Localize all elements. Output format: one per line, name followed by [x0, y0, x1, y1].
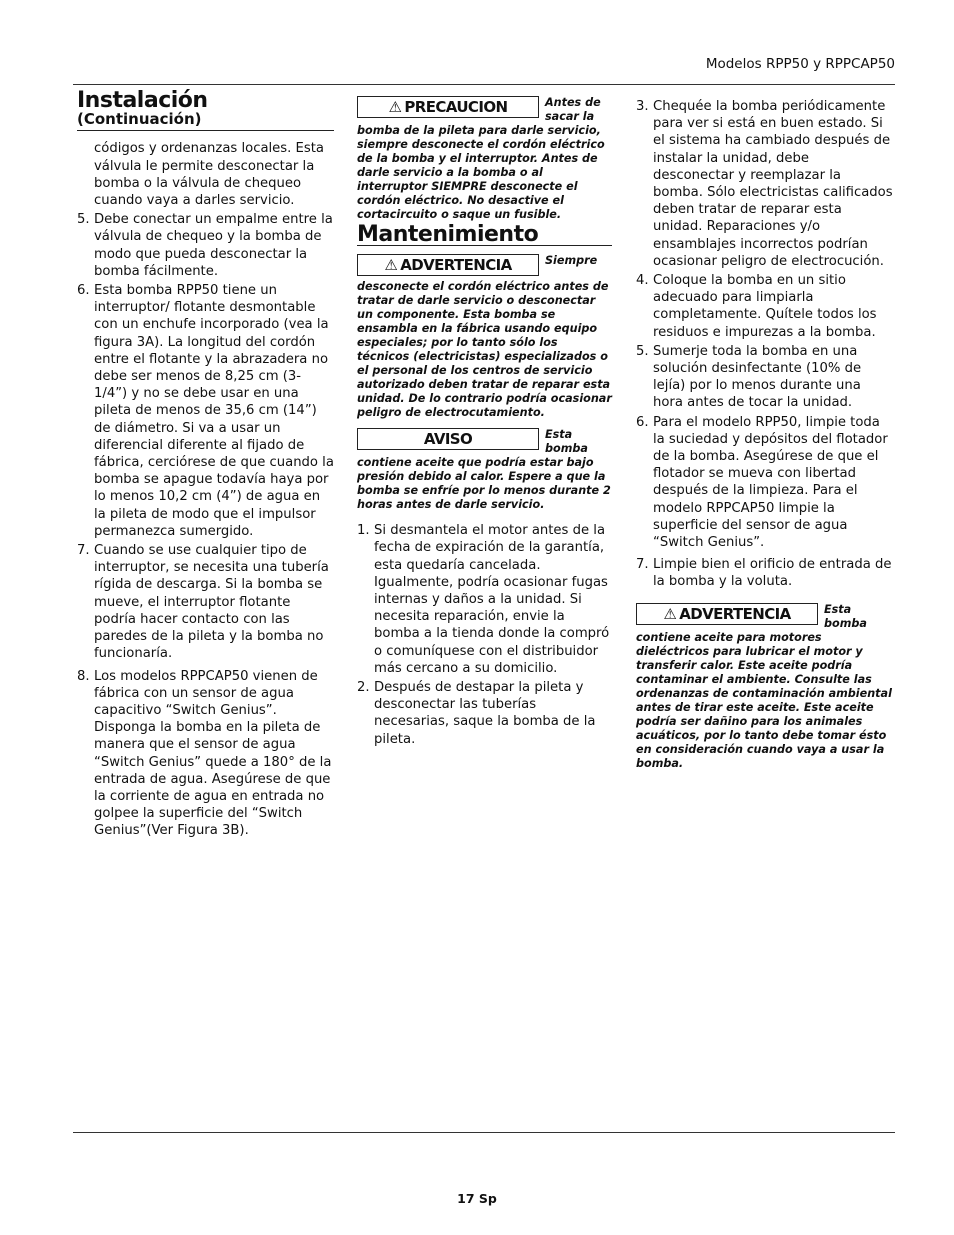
- list-item: 5. Debe conectar un empalme entre la válvula de chequeo y la bomba de modo que pueda desconectar la bomba fácilmente.: [77, 212, 333, 279]
- list-item: 5. Sumerje toda la bomba en una solución desinfectante (10% de lejía) por lo menos durante una hora antes de tocar la unidad.: [636, 343, 862, 411]
- list-item: 8. Los modelos RPPCAP50 vienen de fábrica con un sensor de agua capacitivo “Switch Genius”. Disponga la bomba en la pileta de manera que el sensor de agua “Switch Genius” quede a 180° de la entrada de agua. Asegúrese de que la corriente de agua en entrada no golpee la superficie del “Switch Genius”(Ver Figura 3B).: [77, 668, 332, 839]
- footer-rule: [73, 1132, 895, 1133]
- maintenance-steps-cont: [636, 98, 894, 591]
- list-item: 2. Después de destapar la pileta y desconectar las tuberías necesarias, saque la bomba de la pileta.: [357, 680, 596, 747]
- title-sub: (Continuación): [77, 110, 202, 129]
- page-number: 17 Sp: [457, 1191, 497, 1206]
- title-main: Instalación: [77, 88, 208, 113]
- continued-paragraph: códigos y ordenanzas locales. Esta válvula le permite desconectar la bomba o la válvula de chequeo cuando vaya a darles servicio.: [94, 141, 325, 209]
- column-maintenance: [357, 96, 612, 750]
- warning-box: ⚠ ADVERTENCIA Esta bomba contiene aceite para motores dieléctricos para lubricar el motor y transferir calor. Este aceite podría contaminar el ambiente. Consulte las ordenanzas de contaminación ambiental antes de tirar este aceite. Este aceite podría ser dañino para los animales acuáticos, por lo tanto debe tomar ésto en consideración cuando vaya a usar la bomba.: [636, 602, 892, 770]
- notice-label: AVISO: [357, 428, 539, 450]
- warning-label: ⚠ ADVERTENCIA: [357, 254, 539, 276]
- install-steps: [77, 211, 334, 839]
- warning-triangle-icon: ⚠: [384, 256, 398, 275]
- list-item: 6. Esta bomba RPP50 tiene un interruptor/ flotante desmontable con un enchufe incorporado (vea la figura 3A). La longitud del cordón entre el flotante y la abrazadera no debe ser menos de 8,25 cm (3-1/4”) y no se debe usar en una pileta de menos de 35,6 cm (14”) de diámetro. Si va a usar un diferencial diferente al fijado de fábrica, cerciórese de que cuando la bomba se apague todavía haya por lo menos 10,2 cm (4”) de agua en la pileta de modo que el impulsor permanezca sumergido.: [77, 283, 334, 539]
- maintenance-steps: [357, 522, 612, 748]
- list-item: 3. Chequée la bomba periódicamente para ver si está en buen estado. Si el sistema ha cambiado después de instalar la unidad, debe desconectar y reemplazar la bomba. Sólo electricistas calificados deben tratar de reparar esta unidad. Reparaciones y/o ensamblajes incorrectos podrían ocasionar peligro de electrocución.: [636, 99, 893, 269]
- list-item: 7. Cuando se use cualquier tipo de interruptor, se necesita una tubería rígida de descarga. Si la bomba se mueve, el interruptor flotante podría hacer contacto con las paredes de la pileta y la bomba no funcionaría.: [77, 543, 329, 662]
- warning-triangle-icon: ⚠: [663, 604, 677, 623]
- list-item: 4. Coloque la bomba en un sitio adecuado para limpiarla completamente. Quítele todos los residuos e impurezas a la bomba.: [636, 273, 877, 340]
- warning-label: ⚠ ADVERTENCIA: [636, 603, 818, 625]
- header-rule: [73, 84, 895, 85]
- section-title-installation: [77, 88, 334, 131]
- warning-triangle-icon: ⚠: [388, 98, 402, 116]
- warning-box: ⚠ ADVERTENCIA Siempre desconecte el cordón eléctrico antes de tratar de darle servicio o desconectar un componente. Esta bomba se ensambla en la fábrica usando equipo especiales; por lo tanto sólo los técnicos (electricistas) especializados o el personal de los centros de servicio autorizado deben tratar de reparar esta unidad. De lo contrario podría ocasionar peligro de electrocutamiento.: [357, 254, 612, 420]
- notice-box: AVISO Esta bomba contiene aceite que podría estar bajo presión debido al calor. Espere a que la bomba se enfríe por lo menos durante 2 horas antes de darle servicio.: [357, 428, 611, 512]
- list-item: 7. Limpie bien el orificio de entrada de la bomba y la voluta.: [636, 557, 892, 590]
- list-item: 6. Para el modelo RPP50, limpie toda la suciedad y depósitos del flotador de la bomba. Asegúrese de que el flotador se mueva con libertad después de la limpieza. Para el modelo RPPCAP50 limpie la superficie del sensor de agua “Switch Genius”.: [636, 414, 888, 551]
- list-item: 1. Si desmantela el motor antes de la fecha de expiración de la garantía, esta quedaría cancelada. Igualmente, podría ocasionar fugas internas y daños a la unidad. Si necesita reparación, envie la bomba a la tienda donde la compró o comuníquese con el distribuidor más cercano a su domicilio.: [357, 523, 610, 676]
- section-title-maintenance: Mantenimiento: [357, 226, 612, 246]
- caution-label: ⚠ PRECAUCION: [357, 96, 539, 118]
- caution-box: ⚠ PRECAUCION Antes de sacar la bomba de la pileta para darle servicio, siempre desconecte el cordón eléctrico de la bomba y el interruptor. Antes de darle servicio a la bomba o al interruptor SIEMPRE desconecte el cordón eléctrico. No desactive el cortacircuito o saque un fusible.: [357, 96, 605, 221]
- column-maintenance-cont: [636, 98, 894, 771]
- column-installation: [77, 88, 334, 842]
- header-models: Modelos RPP50 y RPPCAP50: [705, 56, 895, 72]
